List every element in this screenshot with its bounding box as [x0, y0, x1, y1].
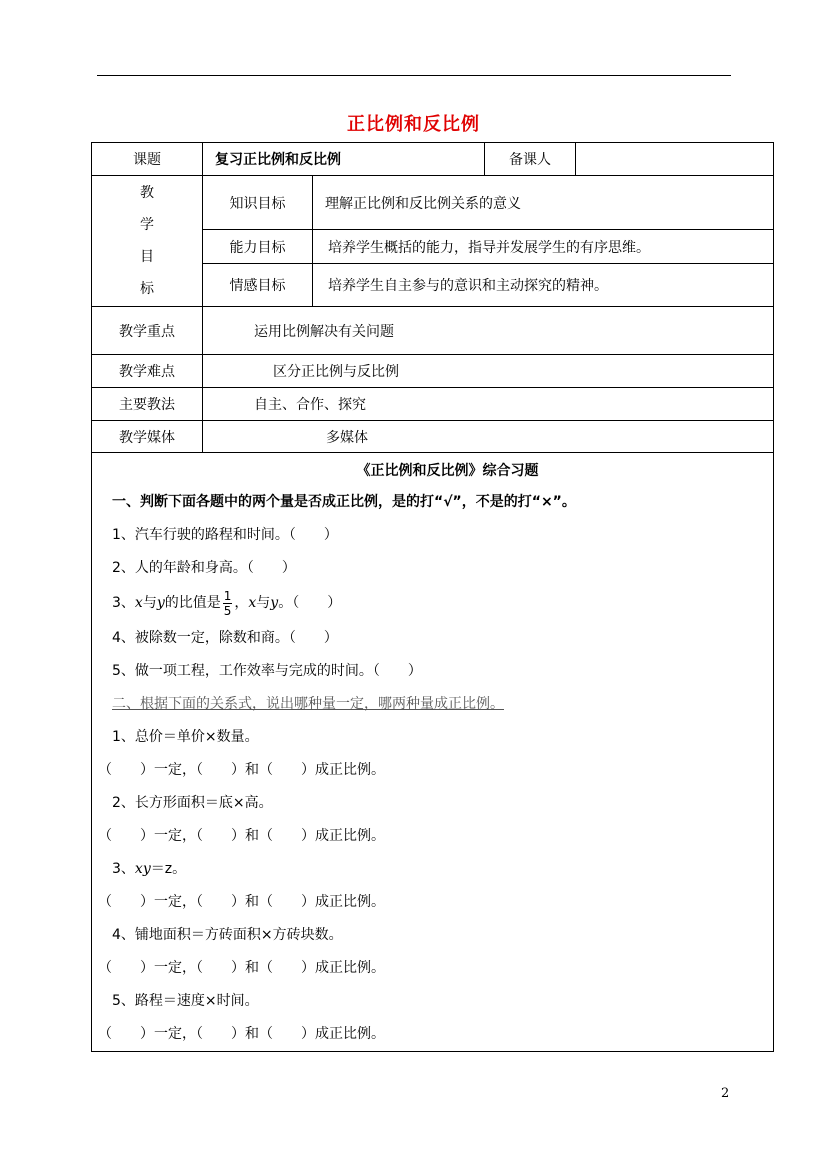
answer-line-3: （ ）一定，（ ）和（ ）成正比例。	[98, 894, 385, 910]
info-label: 主要教法	[92, 388, 203, 421]
relation-1: 1、总价＝单价×数量。	[112, 729, 259, 745]
objective-text: 培养学生自主参与的意识和主动探究的精神。	[313, 264, 774, 307]
info-row-difficulty	[92, 355, 774, 388]
page-number: 2	[721, 1086, 730, 1101]
topic-label: 课题	[92, 143, 203, 176]
relation-3: 3、xy＝z。	[112, 861, 187, 877]
question-5: 5、做一项工程，工作效率与完成的时间。（ ）	[112, 663, 422, 679]
info-label: 教学重点	[92, 307, 203, 355]
info-row-method	[92, 388, 774, 421]
info-row-media	[92, 421, 774, 453]
answer-line-4: （ ）一定，（ ）和（ ）成正比例。	[98, 960, 385, 976]
question-2: 2、人的年龄和身高。（ ）	[112, 560, 296, 576]
objective-label: 知识目标	[203, 176, 313, 230]
answer-line-1: （ ）一定，（ ）和（ ）成正比例。	[98, 762, 385, 778]
relation-5: 5、路程＝速度×时间。	[112, 993, 259, 1009]
header-rule	[97, 75, 731, 76]
exercise-row	[92, 453, 774, 1052]
info-text: 自主、合作、探究	[203, 388, 774, 421]
objective-row-knowledge	[92, 176, 774, 230]
exercise-title: 《正比例和反比例》综合习题	[356, 463, 539, 479]
lesson-plan-table	[91, 142, 774, 1052]
objective-text: 培养学生概括的能力，指导并发展学生的有序思维。	[313, 230, 774, 264]
relation-2: 2、长方形面积＝底×高。	[112, 795, 273, 811]
info-text: 运用比例解决有关问题	[203, 307, 774, 355]
objectives-vertical-label: 教 学 目 标	[92, 176, 203, 307]
info-label: 教学媒体	[92, 421, 203, 453]
relation-4: 4、铺地面积＝方砖面积×方砖块数。	[112, 927, 343, 943]
answer-line-5: （ ）一定，（ ）和（ ）成正比例。	[98, 1026, 385, 1042]
objective-label: 情感目标	[203, 264, 313, 307]
topic-row	[92, 143, 774, 176]
preparer-label: 备课人	[485, 143, 576, 176]
info-label: 教学难点	[92, 355, 203, 388]
question-3: 3、x与y的比值是 $\frac{1}{5}$ ，x与y。（ ）	[112, 588, 342, 618]
info-text: 区分正比例与反比例	[203, 355, 774, 388]
document-title: 正比例和反比例	[347, 114, 480, 135]
answer-line-2: （ ）一定，（ ）和（ ）成正比例。	[98, 828, 385, 844]
fraction: $\frac{1}{5}$	[223, 588, 232, 618]
objective-text: 理解正比例和反比例关系的意义	[313, 176, 774, 230]
info-text: 多媒体	[203, 421, 774, 453]
preparer-value	[576, 143, 774, 176]
exercise-section	[92, 453, 774, 1052]
question-1: 1、汽车行驶的路程和时间。（ ）	[112, 527, 338, 543]
info-row-key-point	[92, 307, 774, 355]
section1-heading: 一、判断下面各题中的两个量是否成正比例，是的打“√”，不是的打“×”。	[112, 494, 576, 510]
question-4: 4、被除数一定，除数和商。（ ）	[112, 630, 338, 646]
section2-heading: 二、根据下面的关系式，说出哪种量一定，哪两种量成正比例。	[112, 696, 504, 712]
topic-value: 复习正比例和反比例	[203, 143, 485, 176]
objective-label: 能力目标	[203, 230, 313, 264]
